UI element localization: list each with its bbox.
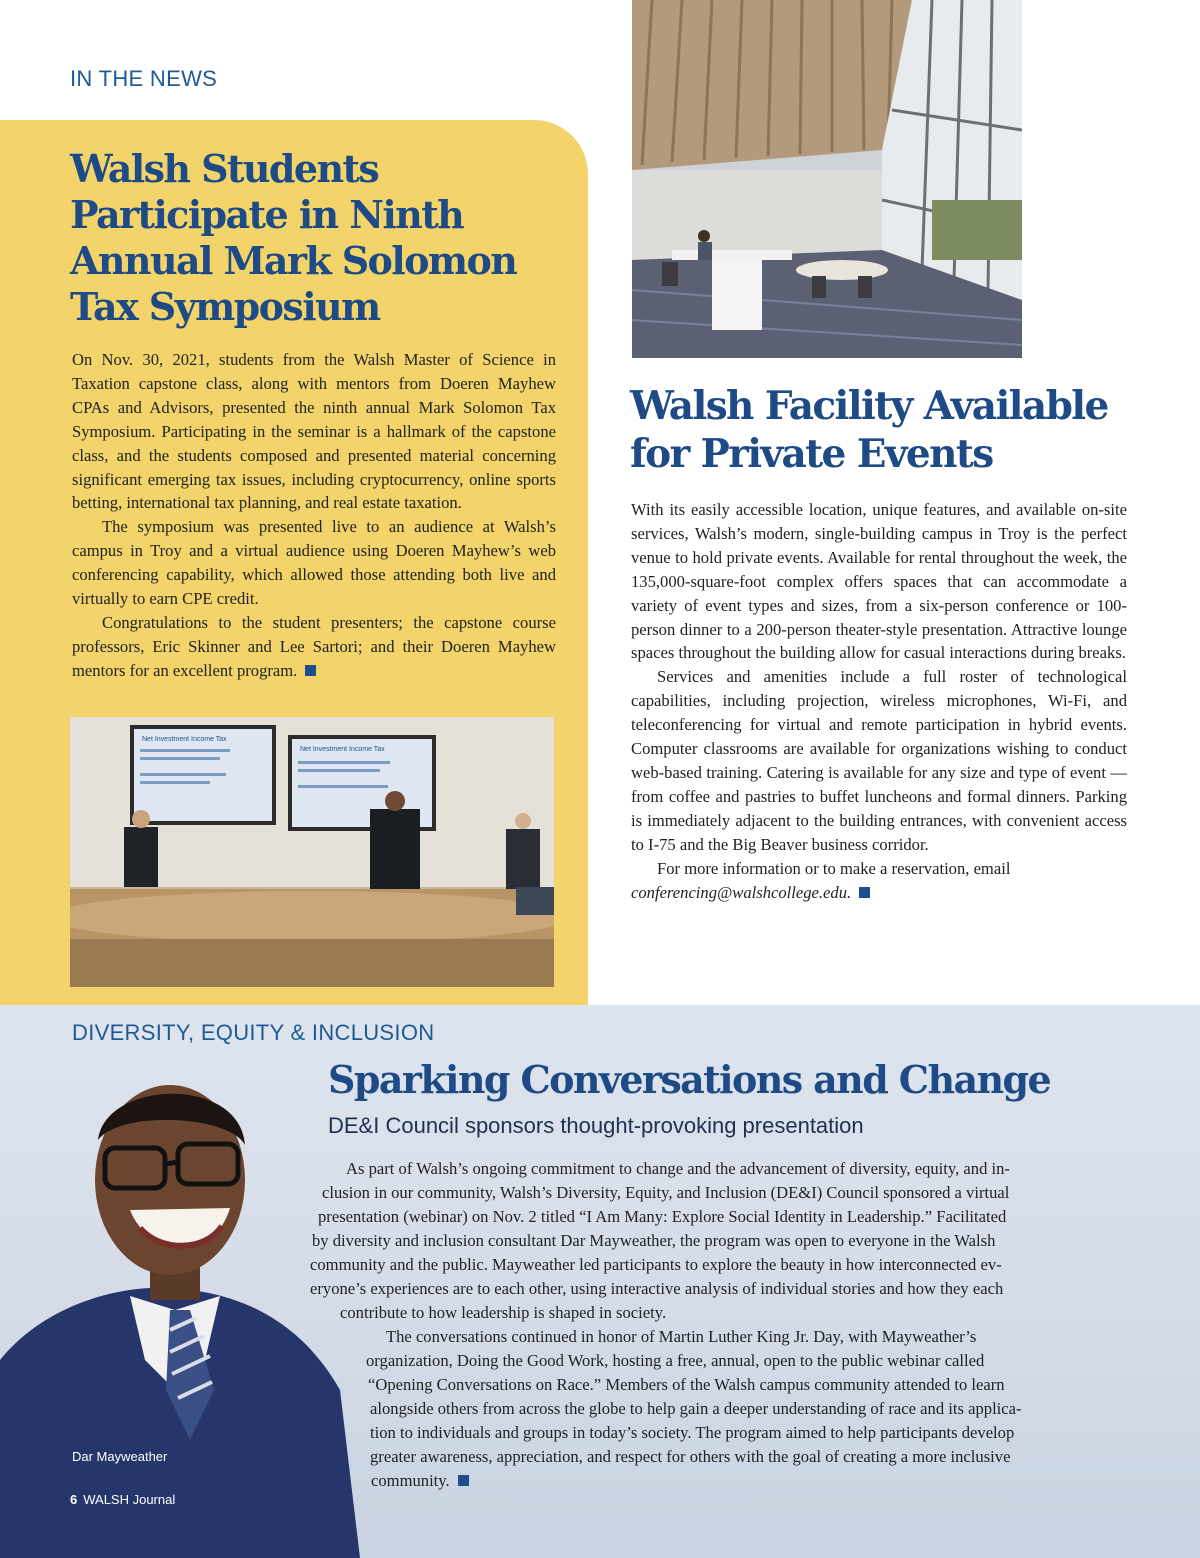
article-subtitle: DE&I Council sponsors thought-provoking presentation: [328, 1113, 864, 1138]
paragraph: [631, 857, 1127, 905]
end-mark-icon: [859, 887, 870, 898]
text-line: organization, Doing the Good Work, hosting a free, annual, open to the public webinar called: [366, 1351, 985, 1370]
email-link[interactable]: conferencing@walshcollege.edu.: [631, 882, 852, 902]
text-line: eryone’s experiences are to each other, using interactive analysis of individual stories and how they each: [310, 1279, 1004, 1298]
photo-caption: Dar Mayweather: [72, 1449, 168, 1464]
campus-atrium-photo: [632, 0, 1022, 358]
text-line: presentation (webinar) on Nov. 2 titled “I Am Many: Explore Social Identity in Leadership.” Facilitated: [318, 1207, 1007, 1226]
article-body-dei: [310, 1157, 1130, 1493]
end-mark-icon: [305, 665, 316, 676]
article-title-tax-symposium: Walsh Students Participate in Ninth Annual Mark Solomon Tax Symposium: [70, 146, 517, 329]
section-label-in-the-news: IN THE NEWS: [70, 66, 218, 91]
dar-mayweather-portrait: [0, 1060, 360, 1558]
text-line: alongside others from across the globe to help gain a deeper understanding of race and its applica-: [370, 1399, 1022, 1418]
paragraph-text: Congratulations to the student presenters; the capstone course professors, Eric Skinner and Lee Sartori; and their Doeren Mayhew mentors for an excellent program.: [72, 612, 556, 680]
paragraph-text: For more information or to make a reservation, email: [657, 858, 1011, 878]
paragraph: On Nov. 30, 2021, students from the Walsh Master of Science in Taxation capstone class, along with mentors from Doeren Mayhew CPAs and Advisors, presented the ninth annual Mark Solomon Tax Symposium. Participating in the seminar is a hallmark of the capstone class, and the students composed and presented material concerning significant emerging tax issues, including cryptocurrency, online sports betting, international tax planning, and real estate taxation.: [72, 350, 556, 513]
text-line: by diversity and inclusion consultant Dar Mayweather, the program was open to everyone in the Walsh: [312, 1231, 996, 1250]
end-mark-icon: [458, 1475, 469, 1486]
article-title-sparking-conversations: Sparking Conversations and Change: [328, 1057, 1051, 1102]
paragraph: [72, 611, 556, 683]
text-line: [310, 1469, 1130, 1493]
publication-name: WALSH Journal: [83, 1492, 176, 1507]
text-line: As part of Walsh’s ongoing commitment to change and the advancement of diversity, equity, and in-: [346, 1159, 1010, 1178]
portrait-illustration: [0, 1060, 360, 1558]
text-line-end: community.: [371, 1471, 450, 1490]
classroom-presentation-photo: [70, 717, 554, 987]
text-line: tion to individuals and groups in today’s society. The program aimed to help participants develop: [370, 1423, 1015, 1442]
article-body-tax-symposium: [72, 348, 556, 683]
text-line: greater awareness, appreciation, and respect for others with the goal of creating a more inclusive: [370, 1447, 1011, 1466]
page-footer: [70, 1492, 175, 1507]
screen-left-title: Net Investment Income Tax: [142, 736, 227, 743]
article-title-private-events: Walsh Facility Available for Private Events: [630, 383, 1108, 477]
page-number: 6: [70, 1492, 78, 1507]
text-line: clusion in our community, Walsh’s Diversity, Equity, and Inclusion (DE&I) Council sponsored a virtual: [322, 1183, 1010, 1202]
article-body-private-events: [631, 498, 1127, 904]
paragraph: With its easily accessible location, unique features, and available on-site services, Walsh’s modern, single-building campus in Troy is the perfect venue to hold private events. Available for rental throughout the week, the 135,000-square-foot complex offers spaces that can accommodate a variety of event types and sizes, from a six-person conference or 100-person dinner to a 200-person theater-style presentation. Attractive lounge spaces throughout the building allow for casual interactions during breaks.: [631, 500, 1127, 663]
section-label-dei: DIVERSITY, EQUITY & INCLUSION: [72, 1020, 435, 1045]
paragraph: The symposium was presented live to an audience at Walsh’s campus in Troy and a virtual audience using Doeren Mayhew’s web conferencing capability, which allowed those attending both live and virtually to earn CPE credit.: [72, 517, 556, 609]
text-line: “Opening Conversations on Race.” Members of the Walsh campus community attended to learn: [368, 1375, 1005, 1394]
text-line: community and the public. Mayweather led participants to explore the beauty in how interconnected ev-: [310, 1255, 1002, 1274]
classroom-illustration: [70, 717, 554, 987]
text-line: The conversations continued in honor of Martin Luther King Jr. Day, with Mayweather’s: [386, 1327, 977, 1346]
text-line: contribute to how leadership is shaped in society.: [340, 1303, 667, 1322]
atrium-illustration: [632, 0, 1022, 358]
paragraph: Services and amenities include a full roster of technological capabilities, including projection, wireless microphones, Wi-Fi, and teleconferencing for virtual and remote participation in hybrid events. Computer classrooms are available for organizations wishing to conduct web-based training. Catering is available for any size and type of event — from coffee and pastries to buffet luncheons and formal dinners. Parking is immediately adjacent to the building entrances, with convenient access to I-75 and the Big Beaver business corridor.: [631, 667, 1127, 854]
screen-right-title: Net Investment Income Tax: [300, 746, 385, 753]
